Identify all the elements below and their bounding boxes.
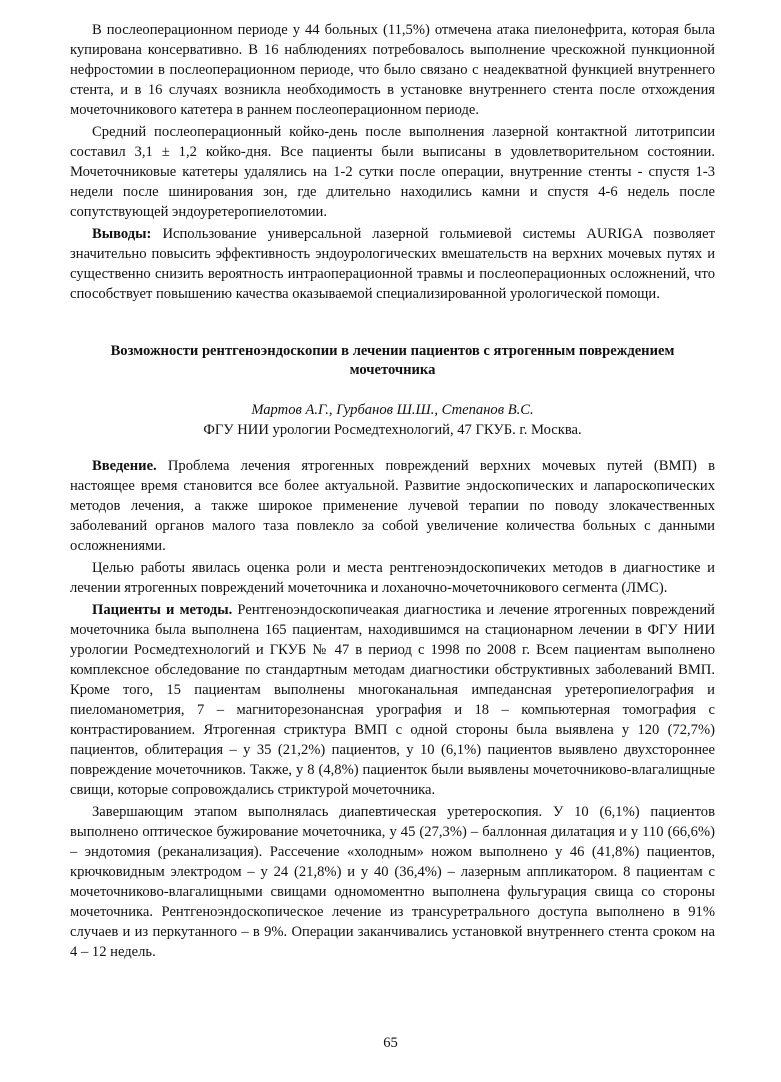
- paragraph-methods: [70, 600, 715, 800]
- paragraph-lead: Пациенты и методы.: [92, 602, 233, 618]
- paragraph-text: Средний послеоперационный койко-день после выполнения лазерной контактной литотрипсии составил 3,1 ± 1,2 койко-дня. Все пациенты были выписаны в удовлетворительном состоянии. Мочеточниковые катетеры удалялись на 1-2 сутки после операции, внутренние стенты - спустя 1-3 недели после шинирования зон, где длительно находились камни и спустя 4-6 недель после сопутствующей эндоуретеропиелотомии.: [70, 124, 715, 220]
- paragraph-introduction: [70, 456, 715, 556]
- page-content: [70, 20, 715, 962]
- paragraph-text: Завершающим этапом выполнялась диапевтическая уретероскопия. У 10 (6,1%) пациентов выполнено оптическое бужирование мочеточника, у 45 (27,3%) – баллонная дилатация и у 110 (66,6%) – эндотомия (реканализация). Рассечение «холодным» ножом выполнено у 46 (41,8%) пациентов, крючковидным электродом – у 24 (21,8%) и у 40 (36,4%) – лазерным аппликатором. 8 пациентам с мочеточниково-влагалищными свищами одномоментно выполнена фульгурация свища со стороны мочеточника. Рентгеноэндоскопическое лечение из трансуретрального доступа выполнено в 91% случаев и из перкутанного – в 9%. Операции заканчивались установкой внутреннего стента сроком на 4 – 12 недель.: [70, 804, 715, 960]
- paragraph-ureteroscopy: [70, 802, 715, 962]
- page-number: 65: [383, 1035, 398, 1051]
- paragraph-text: В послеоперационном периоде у 44 больных (11,5%) отмечена атака пиелонефрита, которая была купирована консервативно. В 16 наблюдениях потребовалось выполнение чрескожной пункционной нефростомии в послеоперационном периоде, что было связано с неадекватной функцией внутреннего стента, и в 16 случаях возникла необходимость в установке внутреннего стента после отхождения мочеточникового катетера в раннем послеоперационном периоде.: [70, 22, 715, 118]
- article-authors: Мартов А.Г., Гурбанов Ш.Ш., Степанов В.С.: [251, 402, 534, 418]
- paragraph-lead: Выводы:: [92, 226, 152, 242]
- paragraph-postop-pyelonephritis: [70, 20, 715, 120]
- paragraph-hospital-stay: [70, 122, 715, 222]
- paragraph-lead: Введение.: [92, 458, 157, 474]
- paragraph-conclusions: [70, 224, 715, 304]
- article-title: Возможности рентгеноэндоскопии в лечении пациентов с ятрогенным повреждением мочеточника: [110, 343, 675, 378]
- paragraph-text: Использование универсальной лазерной гольмиевой системы AURIGA позволяет значительно повысить эффективность эндоурологических вмешательств на верхних мочевых путях и существенно снизить вероятность интраоперационной травмы и послеоперационных осложнений, что способствует повышению качества оказываемой специализированной урологической помощи.: [70, 226, 715, 302]
- paragraph-aim: [70, 558, 715, 598]
- paragraph-text: Целью работы явилась оценка роли и места рентгеноэндоскопичеких методов в диагностике и лечении ятрогенных повреждений мочеточника и лоханочно-мочеточникового сегмента (ЛМС).: [70, 560, 715, 596]
- article-affiliation: ФГУ НИИ урологии Росмедтехнологий, 47 ГКУБ. г. Москва.: [203, 422, 582, 438]
- paragraph-text: Рентгеноэндоскопичеакая диагностика и лечение ятрогенных повреждений мочеточника была выполнена 165 пациентам, находившимся на стационарном лечении в ФГУ НИИ урологии Росмедтехнологий и ГКУБ № 47 в период с 1998 по 2008 г. Всем пациентам выполнено комплексное обследование по стандартным методам диагностики обструктивных заболеваний ВМП. Кроме того, 15 пациентам выполнены многоканальная импедансная уретеропиелография и пиеломанометрия, 7 – магниторезонансная урография и 18 – компьютерная томография с контрастированием. Ятрогенная стриктура ВМП с одной стороны была выявлена у 120 (72,7%) пациентов, облитерация – у 35 (21,2%) пациентов, у 10 (6,1%) пациентов выявлено двухстороннее повреждение мочеточников. Также, у 8 (4,8%) пациенток были выявлены мочеточниково-влагалищные свищи, которые сопровождались стриктурой мочеточника.: [70, 602, 715, 798]
- paragraph-text: Проблема лечения ятрогенных повреждений верхних мочевых путей (ВМП) в настоящее время становится все более актуальной. Развитие эндоскопических и лапароскопических методов лечения, а также широкое применение лучевой терапии по поводу злокачественных заболеваний органов малого таза повлекло за собой увеличение количества больных с данными осложнениями.: [70, 458, 715, 554]
